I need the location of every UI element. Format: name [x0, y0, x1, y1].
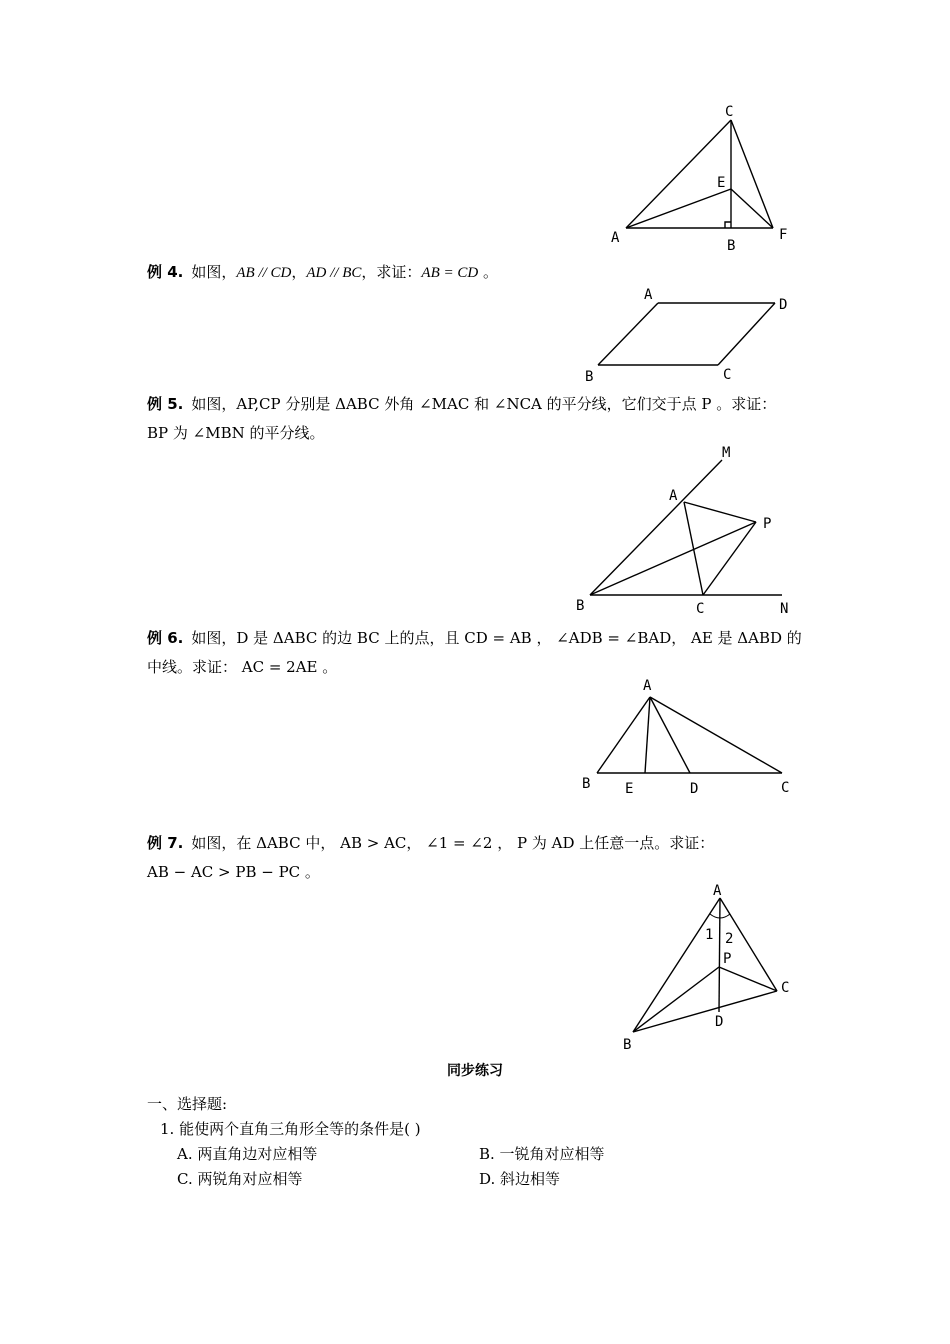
label-c: C: [696, 601, 705, 617]
example-7: 例 7. 如图，在 ΔABC 中， AB > AC， ∠1 = ∠2 ， P 为 AD 上任意一点。求证： AB − AC > PB − PC 。: [147, 834, 715, 881]
figure-triangle-bisector: [615, 878, 805, 1058]
option-d: D. 斜边相等: [479, 1170, 561, 1188]
figure-triangle-acf: [600, 100, 800, 255]
segment-ae: [645, 697, 650, 773]
example-label: 例 6.: [147, 629, 184, 647]
label-n: N: [780, 601, 789, 617]
ray-bm: [590, 460, 722, 595]
figure-external-bisectors: [570, 440, 810, 620]
label-b: B: [585, 369, 594, 385]
section-title: 同步练习: [447, 1063, 503, 1079]
option-a: A. 两直角边对应相等: [177, 1145, 318, 1163]
label-p: P: [763, 516, 772, 532]
label-b: B: [727, 238, 736, 254]
example-6: 例 6. 如图，D 是 ΔABC 的边 BC 上的点，且 CD = AB ， ∠ADB = ∠BAD， AE 是 ΔABD 的 中线。求证： AC = 2AE 。: [147, 629, 802, 676]
segment-ca: [626, 120, 731, 228]
segment-ae: [626, 189, 731, 228]
segment-ab: [597, 697, 650, 773]
label-d: D: [715, 1014, 724, 1030]
label-d: D: [779, 297, 788, 313]
question-1-stem: 1. 能使两个直角三角形全等的条件是( ): [160, 1120, 421, 1138]
segment-ab: [598, 303, 658, 365]
label-e: E: [717, 175, 726, 191]
label-b: B: [576, 598, 585, 614]
segment-ap: [684, 502, 756, 522]
segment-ac: [684, 502, 703, 595]
example-label: 例 5.: [147, 395, 184, 413]
segment-bp: [590, 522, 756, 595]
segment-bc: [633, 991, 777, 1032]
example-label: 例 7.: [147, 834, 184, 852]
option-c: C. 两锐角对应相等: [177, 1170, 303, 1188]
segment-ab: [633, 898, 720, 1032]
example-label: 例 4.: [147, 263, 184, 281]
label-e: E: [625, 781, 634, 797]
choice-section-heading: 一、选择题:: [147, 1095, 228, 1113]
option-b: B. 一锐角对应相等: [479, 1145, 605, 1163]
example-4: 例 4. 如图，AB // CD，AD // BC，求证：AB = CD 。: [147, 263, 498, 281]
label-a: A: [611, 230, 620, 246]
label-a: A: [644, 287, 653, 303]
label-f: F: [779, 227, 788, 243]
label-c: C: [781, 980, 790, 996]
label-c: C: [723, 367, 732, 383]
segment-ad: [719, 898, 720, 1012]
label-c: C: [725, 104, 734, 120]
label-p: P: [723, 951, 732, 967]
example-5: 例 5. 如图，AP,CP 分别是 ΔABC 外角 ∠MAC 和 ∠NCA 的平分线，它们交于点 P 。求证： BP 为 ∠MBN 的平分线。: [147, 395, 777, 442]
segment-ef: [731, 189, 773, 228]
label-a: A: [643, 678, 652, 694]
label-d: D: [690, 781, 699, 797]
label-b: B: [582, 776, 591, 792]
segment-dc: [718, 303, 775, 365]
label-1: 1: [705, 927, 714, 943]
right-angle-mark: [725, 222, 731, 228]
figure-parallelogram-abcd: [580, 285, 800, 385]
label-m: M: [722, 445, 731, 461]
segment-pc: [719, 967, 777, 991]
figure-triangle-median: [575, 670, 805, 805]
label-c: C: [781, 780, 790, 796]
label-2: 2: [725, 931, 734, 947]
segment-bp: [633, 967, 719, 1032]
label-a: A: [669, 488, 678, 504]
label-a: A: [713, 883, 722, 899]
label-b: B: [623, 1037, 632, 1053]
segment-cf: [731, 120, 773, 228]
